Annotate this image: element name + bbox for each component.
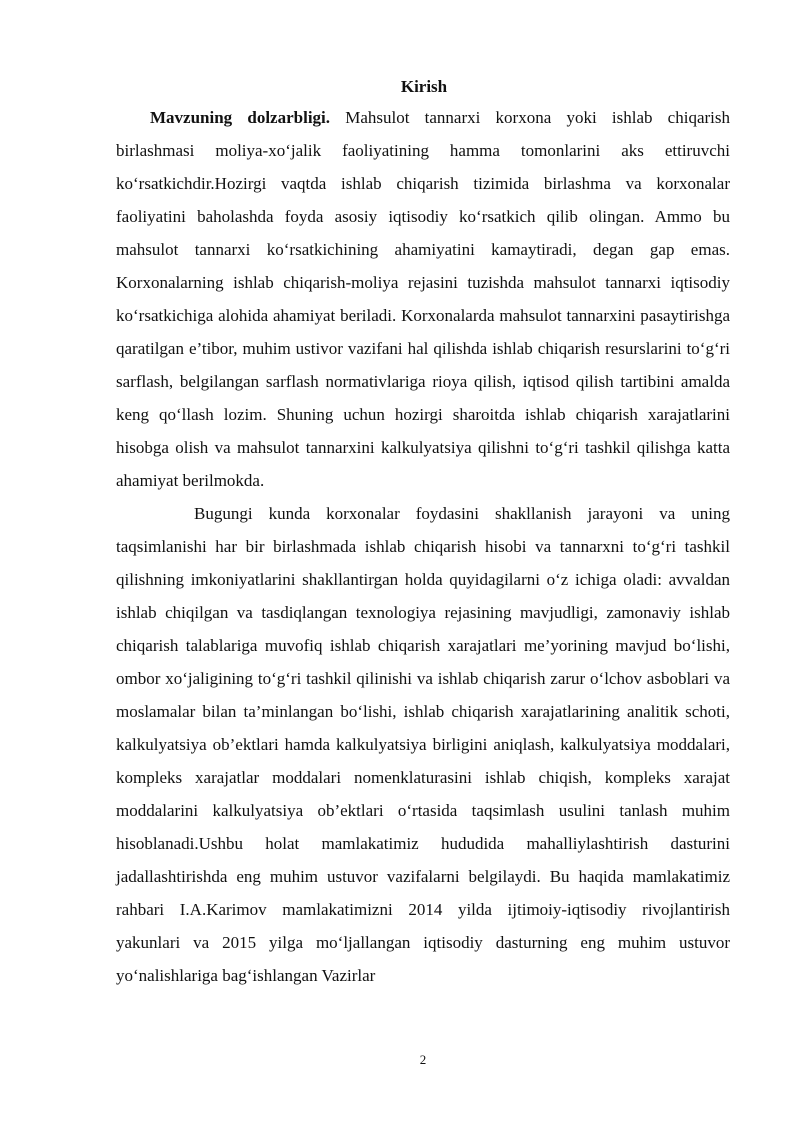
paragraph-2: Bugungi kunda korxonalar foydasini shakllanish jarayoni va uning taqsimlanishi har bir birlashmada ishlab chiqarish hisobi va tannarxni to‘g‘ri tashkil qilishning imkoniyatlarini shakllantirgan holda quyidagilarni o‘z ichiga oladi: avvaldan ishlab chiqilgan va tasdiqlangan texnologiya rejasining mavjudligi, zamonaviy ishlab chiqarish talablariga muvofiq ishlab chiqarish xarajatlari me’yorining mavjud bo‘lishi, ombor xo‘jaligining to‘g‘ri tashkil qilinishi va ishlab chiqarish zarur o‘lchov asboblari va moslamalar bilan ta’minlangan bo‘lishi, ishlab chiqarish xarajatlarining analitik schoti, kalkulyatsiya ob’ektlari hamda kalkulyatsiya birligini aniqlash, kalkulyatsiya moddalari, kompleks xarajatlar moddalari nomenklaturasini ishlab chiqish, kompleks xarajat moddalarini kalkulyatsiya ob’ektlari o‘rtasida taqsimlash usulini tanlash muhim hisoblanadi.Ushbu holat mamlakatimiz hududida mahalliylashtirish dasturini jadallashtirishda eng muhim ustuvor vazifalarni belgilaydi. Bu haqida mamlakatimiz rahbari I.A.Karimov mamlakatimizni 2014 yilda ijtimoiy-iqtisodiy rivojlantirish yakunlari va 2015 yilga mo‘ljallangan iqtisodiy dasturning eng muhim ustuvor yo‘nalishlariga bag‘ishlangan Vazirlar [116,504,730,985]
section-title: Kirish [400,77,448,96]
paragraph-1-text: Mahsulot tannarxi korxona yoki ishlab chiqarish birlashmasi moliya-xo‘jalik faoliyatining hamma tomonlarini aks ettiruvchi ko‘rsatkichdir.Hozirgi vaqtda ishlab chiqarish tizimida birlashma va korxonalar faoliyatini baholashda foyda asosiy iqtisodiy ko‘rsatkich qilib olingan. Ammo bu mahsulot tannarxi ko‘rsatkichining ahamiyatini kamaytiradi, degan gap emas. Korxonalarning ishlab chiqarish-moliya rejasini tuzishda mahsulot tannarxi iqtisodiy ko‘rsatkichiga alohida ahamiyat beriladi. Korxonalarda mahsulot tannarxini pasaytirishga qaratilgan e’tibor, muhim ustivor vazifani hal qilishda ishlab chiqarish resurslarini to‘g‘ri sarflash, belgilangan sarflash normativlariga rioya qilish, iqtisod qilish tartibini amalda keng qo‘llash lozim. Shuning uchun hozirgi sharoitda ishlab chiqarish xarajatlarini hisobga olish va mahsulot tannarxini kalkulyatsiya qilishni to‘g‘ri tashkil qilishga katta ahamiyat berilmokda. [116,108,730,490]
paragraph-1 [116,101,730,497]
page-number: 2 [419,1052,427,1067]
paragraph-lead: Mavzuning dolzarbligi. [150,108,331,127]
body-text [116,101,730,992]
